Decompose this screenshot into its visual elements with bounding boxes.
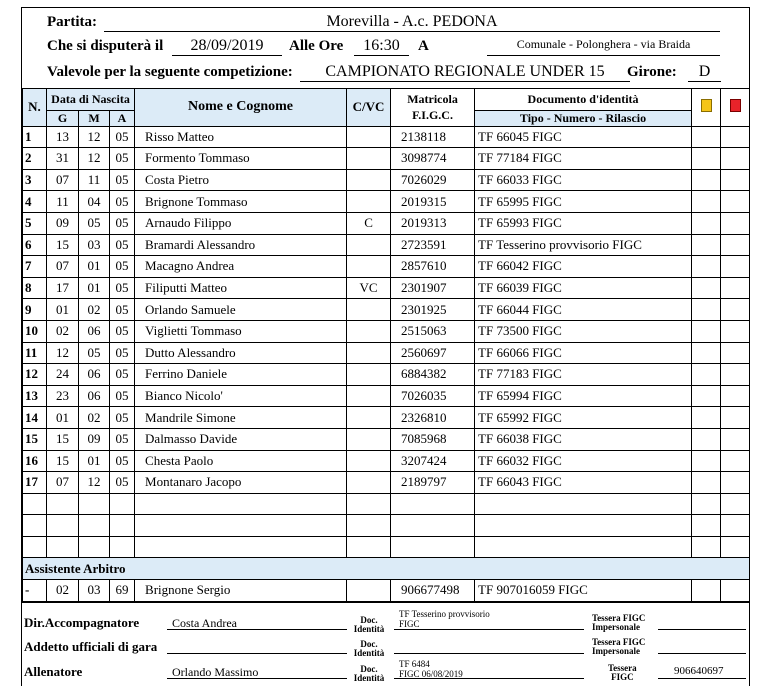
captain-mark — [347, 148, 391, 170]
matricola: 2857610 — [391, 256, 475, 278]
player-name: Montanaro Jacopo — [135, 472, 347, 494]
red-card-icon — [730, 99, 741, 112]
red-card-cell — [721, 148, 750, 170]
girone-value: D — [688, 63, 721, 82]
player-name: Viglietti Tommaso — [135, 320, 347, 342]
birth-year: 05 — [110, 320, 135, 342]
assistant-cvc — [347, 580, 391, 602]
empty-cell — [475, 493, 692, 515]
red-card-cell — [721, 450, 750, 472]
empty-cell — [47, 493, 79, 515]
allenatore-tessera-value: 906640697 — [674, 665, 724, 677]
red-card-cell — [721, 191, 750, 213]
yellow-card-cell — [692, 256, 721, 278]
identity-document: TF 77184 FIGC — [475, 148, 692, 170]
identity-document: TF 66043 FIGC — [475, 472, 692, 494]
assistant-name: Brignone Sergio — [135, 580, 347, 602]
birth-day: 31 — [47, 148, 79, 170]
red-card-cell — [721, 234, 750, 256]
allenatore-label: Allenatore — [24, 664, 83, 679]
empty-cell — [110, 493, 135, 515]
player-number: 12 — [23, 364, 47, 386]
player-name: Dutto Alessandro — [135, 342, 347, 364]
player-row — [23, 320, 750, 342]
venue-value: Comunale - Polonghera - via Braida — [487, 37, 720, 56]
birth-day: 15 — [47, 234, 79, 256]
birth-year: 05 — [110, 191, 135, 213]
birth-month: 01 — [79, 256, 110, 278]
birth-day: 01 — [47, 299, 79, 321]
assistant-n: - — [23, 580, 47, 602]
birth-year: 05 — [110, 342, 135, 364]
player-number: 5 — [23, 212, 47, 234]
player-number: 1 — [23, 126, 47, 148]
yellow-card-cell — [692, 126, 721, 148]
birth-day: 23 — [47, 385, 79, 407]
empty-cell — [391, 493, 475, 515]
red-card-cell — [721, 320, 750, 342]
player-row — [23, 191, 750, 213]
assistant-doc: TF 907016059 FIGC — [475, 580, 692, 602]
matricola: 2189797 — [391, 472, 475, 494]
player-row — [23, 450, 750, 472]
birth-year: 05 — [110, 277, 135, 299]
allenatore-doc-label: Doc. Identità — [353, 664, 385, 683]
col-n: N. — [23, 89, 47, 127]
birth-month: 12 — [79, 126, 110, 148]
yellow-card-cell — [692, 342, 721, 364]
birth-day: 15 — [47, 428, 79, 450]
captain-mark — [347, 320, 391, 342]
identity-document: TF 73500 FIGC — [475, 320, 692, 342]
dir-doc-value: TF Tesserino provvisorio FIGC — [399, 609, 490, 629]
empty-cell — [110, 536, 135, 558]
red-card-cell — [721, 472, 750, 494]
empty-cell — [79, 493, 110, 515]
matricola: 2560697 — [391, 342, 475, 364]
matricola: 2326810 — [391, 407, 475, 429]
identity-document: TF 66039 FIGC — [475, 277, 692, 299]
player-name: Risso Matteo — [135, 126, 347, 148]
player-number: 2 — [23, 148, 47, 170]
birth-month: 02 — [79, 299, 110, 321]
col-yellow — [692, 89, 721, 127]
player-number: 16 — [23, 450, 47, 472]
red-card-cell — [721, 126, 750, 148]
birth-day: 11 — [47, 191, 79, 213]
birth-day: 13 — [47, 126, 79, 148]
empty-cell — [23, 536, 47, 558]
dir-doc-label: Doc. Identità — [353, 615, 385, 634]
player-name: Ferrino Daniele — [135, 364, 347, 386]
birth-month: 06 — [79, 320, 110, 342]
birth-year: 05 — [110, 472, 135, 494]
identity-document: TF 66045 FIGC — [475, 126, 692, 148]
col-matricola-line2: F.I.G.C. — [412, 108, 453, 123]
yellow-card-cell — [692, 212, 721, 234]
player-name: Mandrile Simone — [135, 407, 347, 429]
player-number: 4 — [23, 191, 47, 213]
player-row — [23, 472, 750, 494]
birth-year: 05 — [110, 148, 135, 170]
player-number: 7 — [23, 256, 47, 278]
empty-cell — [692, 515, 721, 537]
dir-tessera-label: Tessera FIGC Impersonale — [592, 613, 646, 632]
player-number: 17 — [23, 472, 47, 494]
col-matricola — [391, 89, 475, 127]
red-card-cell — [721, 277, 750, 299]
assistant-a: 69 — [110, 580, 135, 602]
ore-label: Alle Ore — [289, 38, 344, 54]
matricola: 3098774 — [391, 148, 475, 170]
empty-cell — [475, 536, 692, 558]
player-row — [23, 256, 750, 278]
red-card-cell — [721, 256, 750, 278]
empty-cell — [135, 536, 347, 558]
birth-day: 02 — [47, 320, 79, 342]
player-row — [23, 428, 750, 450]
a-label: A — [418, 38, 429, 54]
yellow-card-cell — [692, 277, 721, 299]
player-row — [23, 364, 750, 386]
matricola: 7026035 — [391, 385, 475, 407]
empty-cell — [475, 515, 692, 537]
identity-document: TF 65995 FIGC — [475, 191, 692, 213]
staff-block — [22, 602, 749, 688]
birth-month: 12 — [79, 472, 110, 494]
captain-mark: C — [347, 212, 391, 234]
player-name: Macagno Andrea — [135, 256, 347, 278]
schedule-row — [22, 37, 749, 59]
player-number: 3 — [23, 169, 47, 191]
birth-month: 09 — [79, 428, 110, 450]
player-number: 11 — [23, 342, 47, 364]
dir-label: Dir.Accompagnatore — [24, 615, 140, 630]
matricola: 7085968 — [391, 428, 475, 450]
yellow-card-cell — [692, 407, 721, 429]
competition-row — [22, 63, 749, 85]
yellow-card-cell — [692, 191, 721, 213]
time-value: 16:30 — [354, 37, 409, 56]
empty-cell — [391, 536, 475, 558]
player-rows — [23, 126, 750, 558]
captain-mark — [347, 385, 391, 407]
player-number: 14 — [23, 407, 47, 429]
birth-year: 05 — [110, 364, 135, 386]
birth-month: 02 — [79, 407, 110, 429]
match-sheet — [21, 7, 750, 686]
empty-cell — [47, 536, 79, 558]
identity-document: TF 65993 FIGC — [475, 212, 692, 234]
red-card-cell — [721, 385, 750, 407]
partita-label: Partita: — [47, 14, 97, 30]
empty-cell — [23, 515, 47, 537]
yellow-card-cell — [692, 364, 721, 386]
player-name: Orlando Samuele — [135, 299, 347, 321]
col-name: Nome e Cognome — [135, 89, 347, 127]
birth-year: 05 — [110, 212, 135, 234]
birth-month: 11 — [79, 169, 110, 191]
red-card-cell — [721, 342, 750, 364]
captain-mark — [347, 428, 391, 450]
allenatore-tessera-label: Tessera FIGC — [608, 663, 637, 682]
empty-cell — [135, 515, 347, 537]
birth-day: 01 — [47, 407, 79, 429]
birth-month: 12 — [79, 148, 110, 170]
player-number: 10 — [23, 320, 47, 342]
col-birth: Data di Nascita — [47, 89, 135, 111]
red-card-cell — [721, 212, 750, 234]
birth-month: 05 — [79, 212, 110, 234]
birth-year: 05 — [110, 385, 135, 407]
captain-mark — [347, 342, 391, 364]
birth-year: 05 — [110, 428, 135, 450]
roster-table — [22, 88, 750, 602]
yellow-card-cell — [692, 385, 721, 407]
birth-month: 01 — [79, 277, 110, 299]
captain-mark — [347, 407, 391, 429]
identity-document: TF Tesserino provvisorio FIGC — [475, 234, 692, 256]
player-name: Brignone Tommaso — [135, 191, 347, 213]
matricola: 2019315 — [391, 191, 475, 213]
empty-cell — [391, 515, 475, 537]
empty-cell — [721, 493, 750, 515]
player-row — [23, 126, 750, 148]
empty-row — [23, 536, 750, 558]
player-row — [23, 407, 750, 429]
player-name: Filiputti Matteo — [135, 277, 347, 299]
empty-cell — [23, 493, 47, 515]
addetto-tessera-label: Tessera FIGC Impersonale — [592, 637, 646, 656]
identity-document: TF 66066 FIGC — [475, 342, 692, 364]
matricola: 3207424 — [391, 450, 475, 472]
empty-cell — [347, 515, 391, 537]
yellow-card-cell — [692, 299, 721, 321]
yellow-card-cell — [692, 450, 721, 472]
yellow-card-cell — [692, 169, 721, 191]
partita-value: Morevilla - A.c. PEDONA — [104, 13, 720, 32]
yellow-card-cell — [692, 320, 721, 342]
red-card-cell — [721, 407, 750, 429]
col-matricola-line1: Matricola — [407, 92, 458, 107]
empty-cell — [347, 493, 391, 515]
birth-month: 06 — [79, 364, 110, 386]
empty-cell — [79, 536, 110, 558]
red-card-cell — [721, 299, 750, 321]
matricola: 2723591 — [391, 234, 475, 256]
player-row — [23, 212, 750, 234]
disputa-label: Che si disputerà il — [47, 38, 164, 54]
player-number: 15 — [23, 428, 47, 450]
birth-day: 17 — [47, 277, 79, 299]
birth-year: 05 — [110, 234, 135, 256]
red-card-cell — [721, 428, 750, 450]
player-name: Costa Pietro — [135, 169, 347, 191]
assistant-m: 03 — [79, 580, 110, 602]
col-red — [721, 89, 750, 127]
birth-day: 09 — [47, 212, 79, 234]
player-number: 13 — [23, 385, 47, 407]
date-value: 28/09/2019 — [172, 37, 282, 56]
identity-document: TF 77183 FIGC — [475, 364, 692, 386]
identity-document: TF 65994 FIGC — [475, 385, 692, 407]
red-card-cell — [721, 364, 750, 386]
player-name: Bianco Nicolo' — [135, 385, 347, 407]
empty-cell — [721, 536, 750, 558]
player-row — [23, 169, 750, 191]
comp-value: CAMPIONATO REGIONALE UNDER 15 — [300, 63, 630, 82]
matricola: 2301925 — [391, 299, 475, 321]
col-a: A — [110, 110, 135, 126]
player-row — [23, 342, 750, 364]
birth-day: 24 — [47, 364, 79, 386]
player-name: Arnaudo Filippo — [135, 212, 347, 234]
captain-mark — [347, 472, 391, 494]
red-card-cell — [721, 169, 750, 191]
empty-cell — [692, 493, 721, 515]
dir-value: Costa Andrea — [172, 616, 237, 630]
matricola: 7026029 — [391, 169, 475, 191]
matricola: 2019313 — [391, 212, 475, 234]
player-name: Bramardi Alessandro — [135, 234, 347, 256]
empty-cell — [347, 536, 391, 558]
assistant-g: 02 — [47, 580, 79, 602]
player-name: Dalmasso Davide — [135, 428, 347, 450]
player-name: Chesta Paolo — [135, 450, 347, 472]
birth-year: 05 — [110, 256, 135, 278]
captain-mark — [347, 234, 391, 256]
birth-day: 07 — [47, 169, 79, 191]
birth-month: 01 — [79, 450, 110, 472]
matricola: 2301907 — [391, 277, 475, 299]
player-number: 9 — [23, 299, 47, 321]
matricola: 6884382 — [391, 364, 475, 386]
empty-row — [23, 493, 750, 515]
birth-month: 05 — [79, 342, 110, 364]
col-doc-1: Documento d'identità — [475, 89, 692, 111]
identity-document: TF 66032 FIGC — [475, 450, 692, 472]
captain-mark — [347, 126, 391, 148]
assistant-matricola: 906677498 — [391, 580, 475, 602]
captain-mark — [347, 191, 391, 213]
birth-year: 05 — [110, 169, 135, 191]
addetto-label: Addetto ufficiali di gara — [24, 639, 158, 654]
yellow-card-cell — [692, 472, 721, 494]
birth-year: 05 — [110, 407, 135, 429]
assistant-section-label: Assistente Arbitro — [23, 558, 750, 580]
yellow-card-cell — [692, 234, 721, 256]
empty-row — [23, 515, 750, 537]
allenatore-value: Orlando Massimo — [172, 665, 259, 679]
birth-day: 12 — [47, 342, 79, 364]
captain-mark — [347, 450, 391, 472]
birth-year: 05 — [110, 299, 135, 321]
captain-mark: VC — [347, 277, 391, 299]
girone-label: Girone: — [627, 64, 677, 80]
col-g: G — [47, 110, 79, 126]
player-row — [23, 277, 750, 299]
yellow-card-cell — [692, 148, 721, 170]
yellow-card-icon — [701, 99, 712, 112]
identity-document: TF 66042 FIGC — [475, 256, 692, 278]
partita-row — [22, 14, 749, 34]
empty-cell — [47, 515, 79, 537]
col-cvc: C/VC — [347, 89, 391, 127]
matricola: 2138118 — [391, 126, 475, 148]
birth-year: 05 — [110, 450, 135, 472]
player-row — [23, 148, 750, 170]
allenatore-doc-value: TF 6484 FIGC 06/08/2019 — [399, 659, 463, 679]
assistant-row — [23, 580, 750, 602]
birth-day: 07 — [47, 472, 79, 494]
captain-mark — [347, 256, 391, 278]
identity-document: TF 66033 FIGC — [475, 169, 692, 191]
captain-mark — [347, 364, 391, 386]
addetto-doc-label: Doc. Identità — [353, 639, 385, 658]
col-m: M — [79, 110, 110, 126]
player-row — [23, 299, 750, 321]
empty-cell — [135, 493, 347, 515]
empty-cell — [110, 515, 135, 537]
empty-cell — [79, 515, 110, 537]
birth-year: 05 — [110, 126, 135, 148]
empty-cell — [692, 536, 721, 558]
birth-day: 15 — [47, 450, 79, 472]
player-row — [23, 234, 750, 256]
identity-document: TF 65992 FIGC — [475, 407, 692, 429]
col-doc-2: Tipo - Numero - Rilascio — [475, 110, 692, 126]
player-row — [23, 385, 750, 407]
identity-document: TF 66044 FIGC — [475, 299, 692, 321]
player-number: 8 — [23, 277, 47, 299]
empty-cell — [721, 515, 750, 537]
birth-month: 06 — [79, 385, 110, 407]
birth-month: 04 — [79, 191, 110, 213]
captain-mark — [347, 169, 391, 191]
captain-mark — [347, 299, 391, 321]
identity-document: TF 66038 FIGC — [475, 428, 692, 450]
player-number: 6 — [23, 234, 47, 256]
comp-label: Valevole per la seguente competizione: — [47, 64, 293, 80]
birth-day: 07 — [47, 256, 79, 278]
player-name: Formento Tommaso — [135, 148, 347, 170]
yellow-card-cell — [692, 428, 721, 450]
birth-month: 03 — [79, 234, 110, 256]
matricola: 2515063 — [391, 320, 475, 342]
